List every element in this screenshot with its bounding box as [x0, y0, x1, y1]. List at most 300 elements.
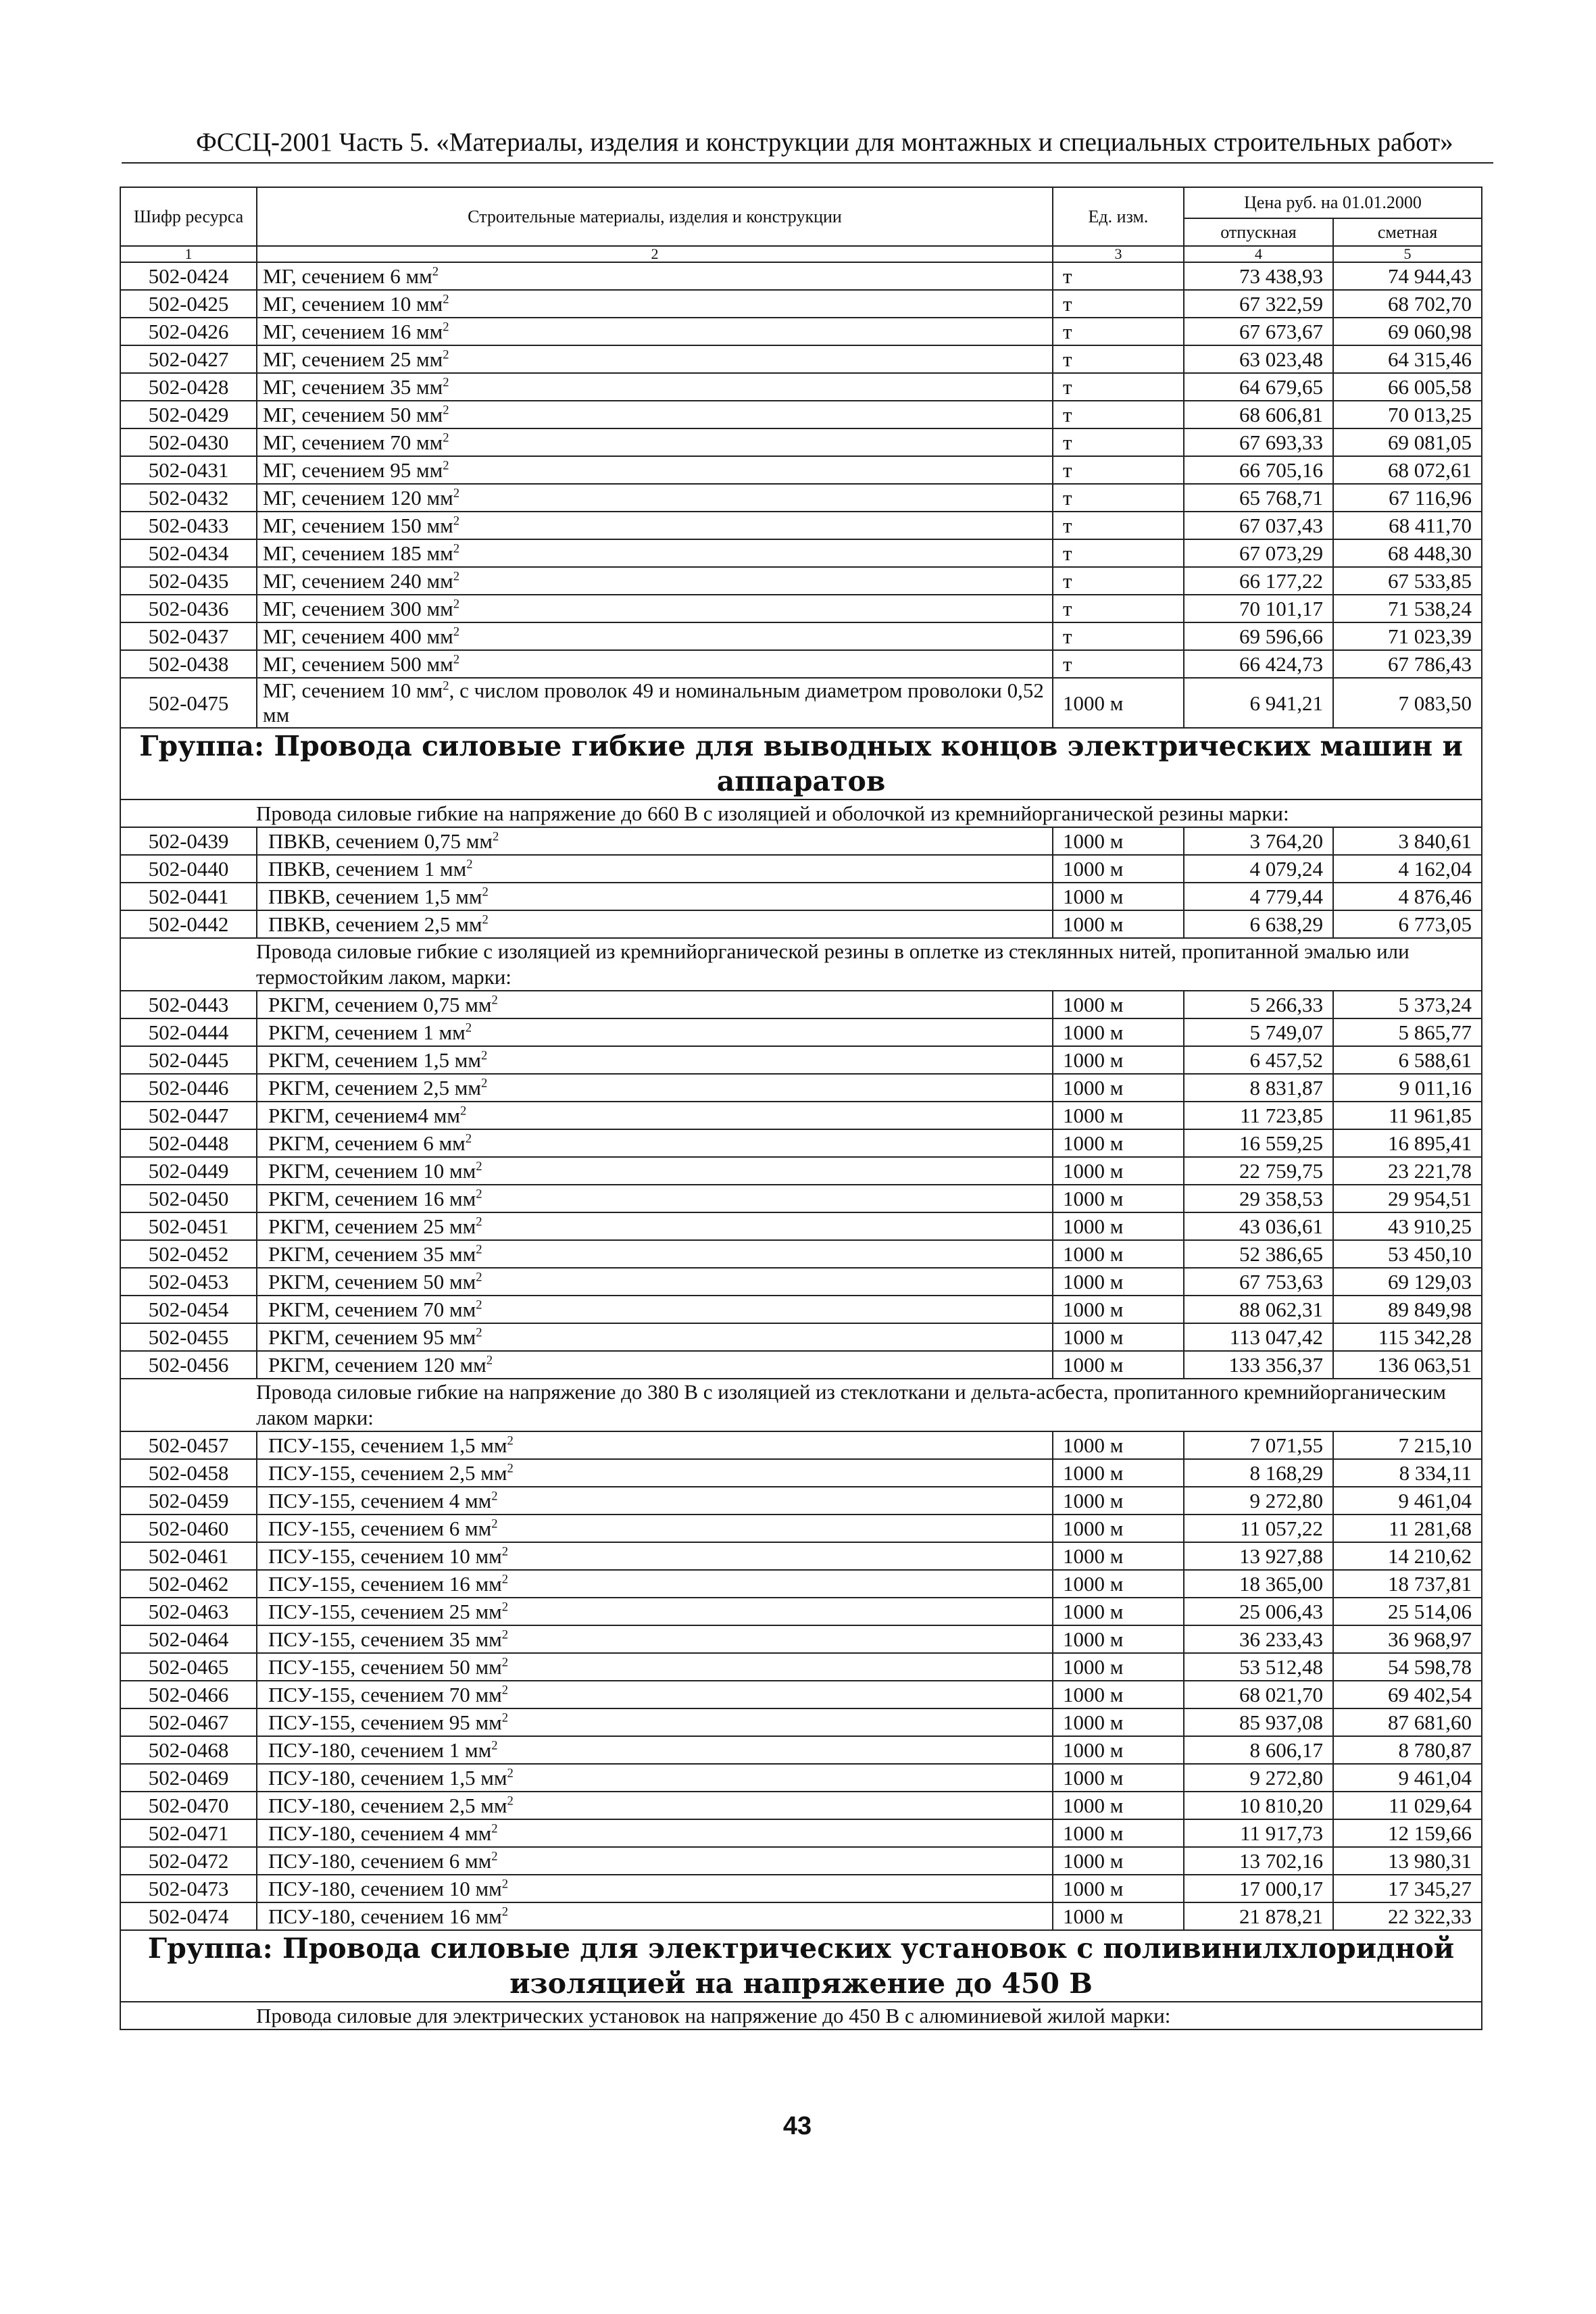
- release-price: 4 079,24: [1184, 855, 1333, 883]
- resource-code: 502-0441: [120, 883, 257, 910]
- material-name: [257, 1129, 1053, 1157]
- square-superscript: 2: [466, 857, 473, 872]
- estimate-price: 53 450,10: [1333, 1240, 1482, 1268]
- table-row: [120, 1736, 1482, 1764]
- table-row: [120, 910, 1482, 938]
- table-row: [120, 1129, 1482, 1157]
- resource-code: 502-0444: [120, 1018, 257, 1046]
- square-superscript: 2: [501, 1655, 508, 1670]
- resource-code: 502-0466: [120, 1681, 257, 1708]
- estimate-price: 25 514,06: [1333, 1598, 1482, 1625]
- estimate-price: 4 162,04: [1333, 855, 1482, 883]
- estimate-price: 8 780,87: [1333, 1736, 1482, 1764]
- unit: 1000 м: [1053, 1764, 1184, 1792]
- estimate-price: 7 215,10: [1333, 1431, 1482, 1459]
- table-row: [120, 428, 1482, 456]
- unit: 1000 м: [1053, 1681, 1184, 1708]
- table-row: [120, 1102, 1482, 1129]
- material-name: [257, 991, 1053, 1018]
- resource-code: 502-0436: [120, 595, 257, 622]
- estimate-price: 29 954,51: [1333, 1185, 1482, 1212]
- col-number: 5: [1333, 246, 1482, 262]
- unit: т: [1053, 290, 1184, 318]
- table-row: [120, 827, 1482, 855]
- page-number: 43: [782, 2112, 812, 2140]
- material-name: [257, 373, 1053, 401]
- table-row: [120, 650, 1482, 678]
- square-superscript: 2: [443, 430, 449, 445]
- square-superscript: 2: [476, 1298, 482, 1312]
- resource-code: 502-0474: [120, 1902, 257, 1930]
- release-price: 68 021,70: [1184, 1681, 1333, 1708]
- group-heading: Группа: Провода силовые для электрических установок с поливинилхлоридной изоляцией на напряжение до 450 В: [120, 1930, 1482, 2002]
- col-number: 4: [1184, 246, 1333, 262]
- material-name-text: РКГМ, сечением 1 мм: [268, 1020, 466, 1044]
- unit: 1000 м: [1053, 1819, 1184, 1847]
- material-name-text: РКГМ, сечением4 мм: [268, 1104, 461, 1127]
- square-superscript: 2: [507, 1794, 514, 1808]
- unit: т: [1053, 373, 1184, 401]
- material-name: [257, 910, 1053, 938]
- release-price: 85 937,08: [1184, 1708, 1333, 1736]
- material-name: [257, 1459, 1053, 1487]
- release-price: 65 768,71: [1184, 484, 1333, 512]
- material-name-text: МГ, сечением 10 мм: [263, 292, 443, 316]
- estimate-price: 23 221,78: [1333, 1157, 1482, 1185]
- estimate-price: 67 116,96: [1333, 484, 1482, 512]
- estimate-price: 69 129,03: [1333, 1268, 1482, 1296]
- material-name-text: РКГМ, сечением 1,5 мм: [268, 1048, 482, 1072]
- unit: т: [1053, 401, 1184, 428]
- square-superscript: 2: [492, 829, 499, 844]
- estimate-price: 36 968,97: [1333, 1625, 1482, 1653]
- table-row: [120, 1570, 1482, 1598]
- unit: т: [1053, 345, 1184, 373]
- unit: 1000 м: [1053, 1487, 1184, 1515]
- release-price: 67 693,33: [1184, 428, 1333, 456]
- release-price: 73 438,93: [1184, 262, 1333, 290]
- release-price: 29 358,53: [1184, 1185, 1333, 1212]
- table-row: [120, 1819, 1482, 1847]
- square-superscript: 2: [443, 458, 449, 473]
- estimate-price: 87 681,60: [1333, 1708, 1482, 1736]
- estimate-price: 17 345,27: [1333, 1875, 1482, 1902]
- estimate-price: 6 588,61: [1333, 1046, 1482, 1074]
- material-name: [257, 650, 1053, 678]
- table-row: [120, 1792, 1482, 1819]
- estimate-price: 115 342,28: [1333, 1323, 1482, 1351]
- material-name-text: ПСУ-155, сечением 10 мм: [268, 1544, 502, 1568]
- release-price: 3 764,20: [1184, 827, 1333, 855]
- material-name-text: МГ, сечением 120 мм: [263, 486, 453, 510]
- material-name-text: ПСУ-180, сечением 16 мм: [268, 1904, 502, 1928]
- material-name-text: ПСУ-180, сечением 1,5 мм: [268, 1766, 507, 1790]
- estimate-price: 16 895,41: [1333, 1129, 1482, 1157]
- unit: 1000 м: [1053, 910, 1184, 938]
- material-name-text: ПСУ-155, сечением 1,5 мм: [268, 1433, 507, 1457]
- resource-code: 502-0426: [120, 318, 257, 345]
- square-superscript: 2: [453, 569, 460, 584]
- resource-code: 502-0473: [120, 1875, 257, 1902]
- square-superscript: 2: [507, 1433, 514, 1448]
- resource-code: 502-0450: [120, 1185, 257, 1212]
- material-name: [257, 1598, 1053, 1625]
- material-name: [257, 1431, 1053, 1459]
- material-name: [257, 1708, 1053, 1736]
- resource-code: 502-0425: [120, 290, 257, 318]
- release-price: 67 753,63: [1184, 1268, 1333, 1296]
- table-row: [120, 1268, 1482, 1296]
- square-superscript: 2: [501, 1683, 508, 1698]
- table-row: [120, 456, 1482, 484]
- resource-code: 502-0468: [120, 1736, 257, 1764]
- estimate-price: 54 598,78: [1333, 1653, 1482, 1681]
- table-row: [120, 595, 1482, 622]
- release-price: 4 779,44: [1184, 883, 1333, 910]
- material-name: [257, 855, 1053, 883]
- material-name: [257, 1653, 1053, 1681]
- material-name: [257, 883, 1053, 910]
- estimate-price: 6 773,05: [1333, 910, 1482, 938]
- release-price: 7 071,55: [1184, 1431, 1333, 1459]
- square-superscript: 2: [443, 292, 449, 307]
- resource-code: 502-0443: [120, 991, 257, 1018]
- material-name: [257, 1847, 1053, 1875]
- square-superscript: 2: [501, 1710, 508, 1725]
- material-name-text: ПСУ-155, сечением 35 мм: [268, 1627, 502, 1651]
- material-name: [257, 318, 1053, 345]
- col-header-estimate: сметная: [1333, 218, 1482, 246]
- square-superscript: 2: [443, 320, 449, 335]
- unit: 1000 м: [1053, 1268, 1184, 1296]
- release-price: 88 062,31: [1184, 1296, 1333, 1323]
- unit: 1000 м: [1053, 883, 1184, 910]
- square-superscript: 2: [481, 1048, 488, 1063]
- estimate-price: 68 411,70: [1333, 512, 1482, 539]
- square-superscript: 2: [491, 1821, 498, 1836]
- square-superscript: 2: [507, 1766, 514, 1781]
- resource-code: 502-0442: [120, 910, 257, 938]
- material-name: [257, 1902, 1053, 1930]
- subgroup-caption: Провода силовые для электрических установок на напряжение до 450 В с алюминиевой жилой марки:: [120, 2002, 1482, 2029]
- table-row: [120, 1625, 1482, 1653]
- material-name-text: РКГМ, сечением 16 мм: [268, 1187, 476, 1210]
- material-name-text: МГ, сечением 300 мм: [263, 597, 453, 620]
- subgroup-row: [120, 938, 1482, 991]
- material-name: [257, 1819, 1053, 1847]
- estimate-price: 13 980,31: [1333, 1847, 1482, 1875]
- table-row: [120, 678, 1482, 728]
- material-name-text: РКГМ, сечением 50 мм: [268, 1270, 476, 1294]
- estimate-price: 9 011,16: [1333, 1074, 1482, 1102]
- unit: т: [1053, 428, 1184, 456]
- header-rule: [122, 162, 1493, 164]
- release-price: 53 512,48: [1184, 1653, 1333, 1681]
- release-price: 16 559,25: [1184, 1129, 1333, 1157]
- unit: т: [1053, 318, 1184, 345]
- table-row: [120, 1708, 1482, 1736]
- estimate-price: 11 029,64: [1333, 1792, 1482, 1819]
- table-row: [120, 1431, 1482, 1459]
- resource-code: 502-0455: [120, 1323, 257, 1351]
- resource-code: 502-0445: [120, 1046, 257, 1074]
- table-row: [120, 1459, 1482, 1487]
- table-row: [120, 991, 1482, 1018]
- material-name-text: РКГМ, сечением 2,5 мм: [268, 1076, 482, 1100]
- estimate-price: 18 737,81: [1333, 1570, 1482, 1598]
- square-superscript: 2: [501, 1877, 508, 1892]
- release-price: 5 266,33: [1184, 991, 1333, 1018]
- unit: 1000 м: [1053, 991, 1184, 1018]
- resource-code: 502-0430: [120, 428, 257, 456]
- estimate-price: 11 281,68: [1333, 1515, 1482, 1542]
- material-name: [257, 1625, 1053, 1653]
- material-name: [257, 1736, 1053, 1764]
- table-row: [120, 1487, 1482, 1515]
- estimate-price: 9 461,04: [1333, 1487, 1482, 1515]
- material-name: [257, 1102, 1053, 1129]
- material-name-text: ПСУ-155, сечением 70 мм: [268, 1683, 502, 1706]
- group-heading: Группа: Провода силовые гибкие для выводных концов электрических машин и аппаратов: [120, 728, 1482, 799]
- unit: 1000 м: [1053, 827, 1184, 855]
- estimate-price: 69 060,98: [1333, 318, 1482, 345]
- release-price: 9 272,80: [1184, 1487, 1333, 1515]
- material-name: [257, 1792, 1053, 1819]
- material-name-text: МГ, сечением 35 мм: [263, 375, 443, 399]
- estimate-price: 68 072,61: [1333, 456, 1482, 484]
- resource-code: 502-0459: [120, 1487, 257, 1515]
- resource-code: 502-0432: [120, 484, 257, 512]
- square-superscript: 2: [476, 1325, 482, 1340]
- unit: т: [1053, 622, 1184, 650]
- material-name: [257, 428, 1053, 456]
- table-row: [120, 1681, 1482, 1708]
- unit: 1000 м: [1053, 1157, 1184, 1185]
- col-number: 2: [257, 246, 1053, 262]
- material-name: [257, 456, 1053, 484]
- estimate-price: 8 334,11: [1333, 1459, 1482, 1487]
- unit: 1000 м: [1053, 1212, 1184, 1240]
- estimate-price: 74 944,43: [1333, 262, 1482, 290]
- release-price: 17 000,17: [1184, 1875, 1333, 1902]
- table-row: [120, 373, 1482, 401]
- table-row: [120, 1351, 1482, 1379]
- unit: 1000 м: [1053, 1185, 1184, 1212]
- estimate-price: 70 013,25: [1333, 401, 1482, 428]
- unit: 1000 м: [1053, 1542, 1184, 1570]
- material-name-text: МГ, сечением 400 мм: [263, 624, 453, 648]
- square-superscript: 2: [501, 1904, 508, 1919]
- resource-code: 502-0475: [120, 678, 257, 728]
- square-superscript: 2: [491, 993, 498, 1008]
- release-price: 18 365,00: [1184, 1570, 1333, 1598]
- table-row: [120, 567, 1482, 595]
- material-name-text: МГ, сечением 6 мм: [263, 264, 432, 288]
- square-superscript: 2: [482, 912, 489, 927]
- estimate-price: 9 461,04: [1333, 1764, 1482, 1792]
- estimate-price: 66 005,58: [1333, 373, 1482, 401]
- square-superscript: 2: [481, 1076, 488, 1091]
- square-superscript: 2: [476, 1214, 482, 1229]
- resource-code: 502-0431: [120, 456, 257, 484]
- material-name: [257, 1351, 1053, 1379]
- square-superscript: 2: [501, 1627, 508, 1642]
- material-name: [257, 1157, 1053, 1185]
- col-number: 3: [1053, 246, 1184, 262]
- resource-code: 502-0438: [120, 650, 257, 678]
- square-superscript: 2: [453, 624, 460, 639]
- release-price: 6 941,21: [1184, 678, 1333, 728]
- estimate-price: 5 373,24: [1333, 991, 1482, 1018]
- subgroup-row: [120, 799, 1482, 827]
- col-header-unit: Ед. изм.: [1053, 187, 1184, 246]
- table-row: [120, 1296, 1482, 1323]
- square-superscript: 2: [491, 1849, 498, 1864]
- material-name-text: ПСУ-180, сечением 6 мм: [268, 1849, 492, 1873]
- material-name-text: ПСУ-155, сечением 25 мм: [268, 1600, 502, 1623]
- release-price: 66 705,16: [1184, 456, 1333, 484]
- square-superscript: 2: [443, 375, 449, 390]
- release-price: 52 386,65: [1184, 1240, 1333, 1268]
- material-name-text: РКГМ, сечением 120 мм: [268, 1353, 487, 1377]
- release-price: 21 878,21: [1184, 1902, 1333, 1930]
- table-row: [120, 318, 1482, 345]
- unit: 1000 м: [1053, 1736, 1184, 1764]
- estimate-price: 14 210,62: [1333, 1542, 1482, 1570]
- release-price: 9 272,80: [1184, 1764, 1333, 1792]
- estimate-price: 71 023,39: [1333, 622, 1482, 650]
- table-row: [120, 1157, 1482, 1185]
- resource-code: 502-0447: [120, 1102, 257, 1129]
- table-row: [120, 539, 1482, 567]
- square-superscript: 2: [476, 1242, 482, 1257]
- table-row: [120, 1515, 1482, 1542]
- resource-code: 502-0454: [120, 1296, 257, 1323]
- unit: 1000 м: [1053, 1902, 1184, 1930]
- release-price: 6 457,52: [1184, 1046, 1333, 1074]
- table-row: [120, 1240, 1482, 1268]
- square-superscript: 2: [432, 264, 439, 279]
- release-price: 8 831,87: [1184, 1074, 1333, 1102]
- square-superscript: 2: [443, 679, 449, 693]
- release-price: 8 606,17: [1184, 1736, 1333, 1764]
- material-name: [257, 1074, 1053, 1102]
- unit: 1000 м: [1053, 1459, 1184, 1487]
- table-row: [120, 1212, 1482, 1240]
- material-name: [257, 484, 1053, 512]
- release-price: 10 810,20: [1184, 1792, 1333, 1819]
- unit: т: [1053, 567, 1184, 595]
- table-row: [120, 1018, 1482, 1046]
- material-name-text: МГ, сечением 25 мм: [263, 347, 443, 371]
- estimate-price: 22 322,33: [1333, 1902, 1482, 1930]
- unit: 1000 м: [1053, 1708, 1184, 1736]
- material-name-text: ПВКВ, сечением 0,75 мм: [268, 829, 493, 853]
- material-name-text: ПСУ-180, сечением 2,5 мм: [268, 1794, 507, 1817]
- release-price: 36 233,43: [1184, 1625, 1333, 1653]
- table-row: [120, 622, 1482, 650]
- material-name: [257, 1323, 1053, 1351]
- col-number: 1: [120, 246, 257, 262]
- release-price: 69 596,66: [1184, 622, 1333, 650]
- square-superscript: 2: [482, 885, 489, 900]
- square-superscript: 2: [465, 1131, 472, 1146]
- material-name: [257, 1515, 1053, 1542]
- resource-code: 502-0456: [120, 1351, 257, 1379]
- material-name-text: ПВКВ, сечением 1,5 мм: [268, 885, 482, 908]
- release-price: 8 168,29: [1184, 1459, 1333, 1487]
- material-name: [257, 1487, 1053, 1515]
- col-header-name: Строительные материалы, изделия и конструкции: [257, 187, 1053, 246]
- release-price: 13 702,16: [1184, 1847, 1333, 1875]
- square-superscript: 2: [465, 1020, 472, 1035]
- material-name-text: РКГМ, сечением 70 мм: [268, 1298, 476, 1321]
- square-superscript: 2: [443, 347, 449, 362]
- resource-code: 502-0424: [120, 262, 257, 290]
- release-price: 11 723,85: [1184, 1102, 1333, 1129]
- square-superscript: 2: [501, 1544, 508, 1559]
- unit: т: [1053, 512, 1184, 539]
- estimate-price: 89 849,98: [1333, 1296, 1482, 1323]
- material-name-text: ПСУ-155, сечением 16 мм: [268, 1572, 502, 1596]
- unit: т: [1053, 650, 1184, 678]
- table-row: [120, 1323, 1482, 1351]
- estimate-price: 67 786,43: [1333, 650, 1482, 678]
- release-price: 11 917,73: [1184, 1819, 1333, 1847]
- resource-code: 502-0440: [120, 855, 257, 883]
- estimate-price: 69 081,05: [1333, 428, 1482, 456]
- estimate-price: 11 961,85: [1333, 1102, 1482, 1129]
- table-row: [120, 1875, 1482, 1902]
- table-row: [120, 484, 1482, 512]
- release-price: 133 356,37: [1184, 1351, 1333, 1379]
- release-price: 68 606,81: [1184, 401, 1333, 428]
- unit: т: [1053, 262, 1184, 290]
- table-row: [120, 1074, 1482, 1102]
- square-superscript: 2: [486, 1353, 493, 1368]
- estimate-price: 43 910,25: [1333, 1212, 1482, 1240]
- unit: 1000 м: [1053, 1018, 1184, 1046]
- unit: 1000 м: [1053, 1296, 1184, 1323]
- estimate-price: 64 315,46: [1333, 345, 1482, 373]
- square-superscript: 2: [476, 1187, 482, 1202]
- unit: 1000 м: [1053, 1323, 1184, 1351]
- estimate-price: 5 865,77: [1333, 1018, 1482, 1046]
- material-name: [257, 1212, 1053, 1240]
- unit: 1000 м: [1053, 678, 1184, 728]
- material-name: [257, 678, 1053, 728]
- price-table: [120, 187, 1482, 2030]
- material-name-text: РКГМ, сечением 10 мм: [268, 1159, 476, 1183]
- material-name: [257, 827, 1053, 855]
- release-price: 11 057,22: [1184, 1515, 1333, 1542]
- resource-code: 502-0463: [120, 1598, 257, 1625]
- release-price: 70 101,17: [1184, 595, 1333, 622]
- unit: 1000 м: [1053, 1598, 1184, 1625]
- unit: 1000 м: [1053, 1653, 1184, 1681]
- material-name: [257, 1268, 1053, 1296]
- material-name: [257, 512, 1053, 539]
- material-name-text: ПСУ-155, сечением 6 мм: [268, 1517, 492, 1540]
- subgroup-caption: Провода силовые гибкие на напряжение до 660 В с изоляцией и оболочкой из кремнийорганической резины марки:: [120, 799, 1482, 827]
- table-row: [120, 1046, 1482, 1074]
- resource-code: 502-0427: [120, 345, 257, 373]
- release-price: 67 037,43: [1184, 512, 1333, 539]
- release-price: 43 036,61: [1184, 1212, 1333, 1240]
- square-superscript: 2: [501, 1572, 508, 1587]
- material-name-text: ПСУ-180, сечением 1 мм: [268, 1738, 492, 1762]
- resource-code: 502-0449: [120, 1157, 257, 1185]
